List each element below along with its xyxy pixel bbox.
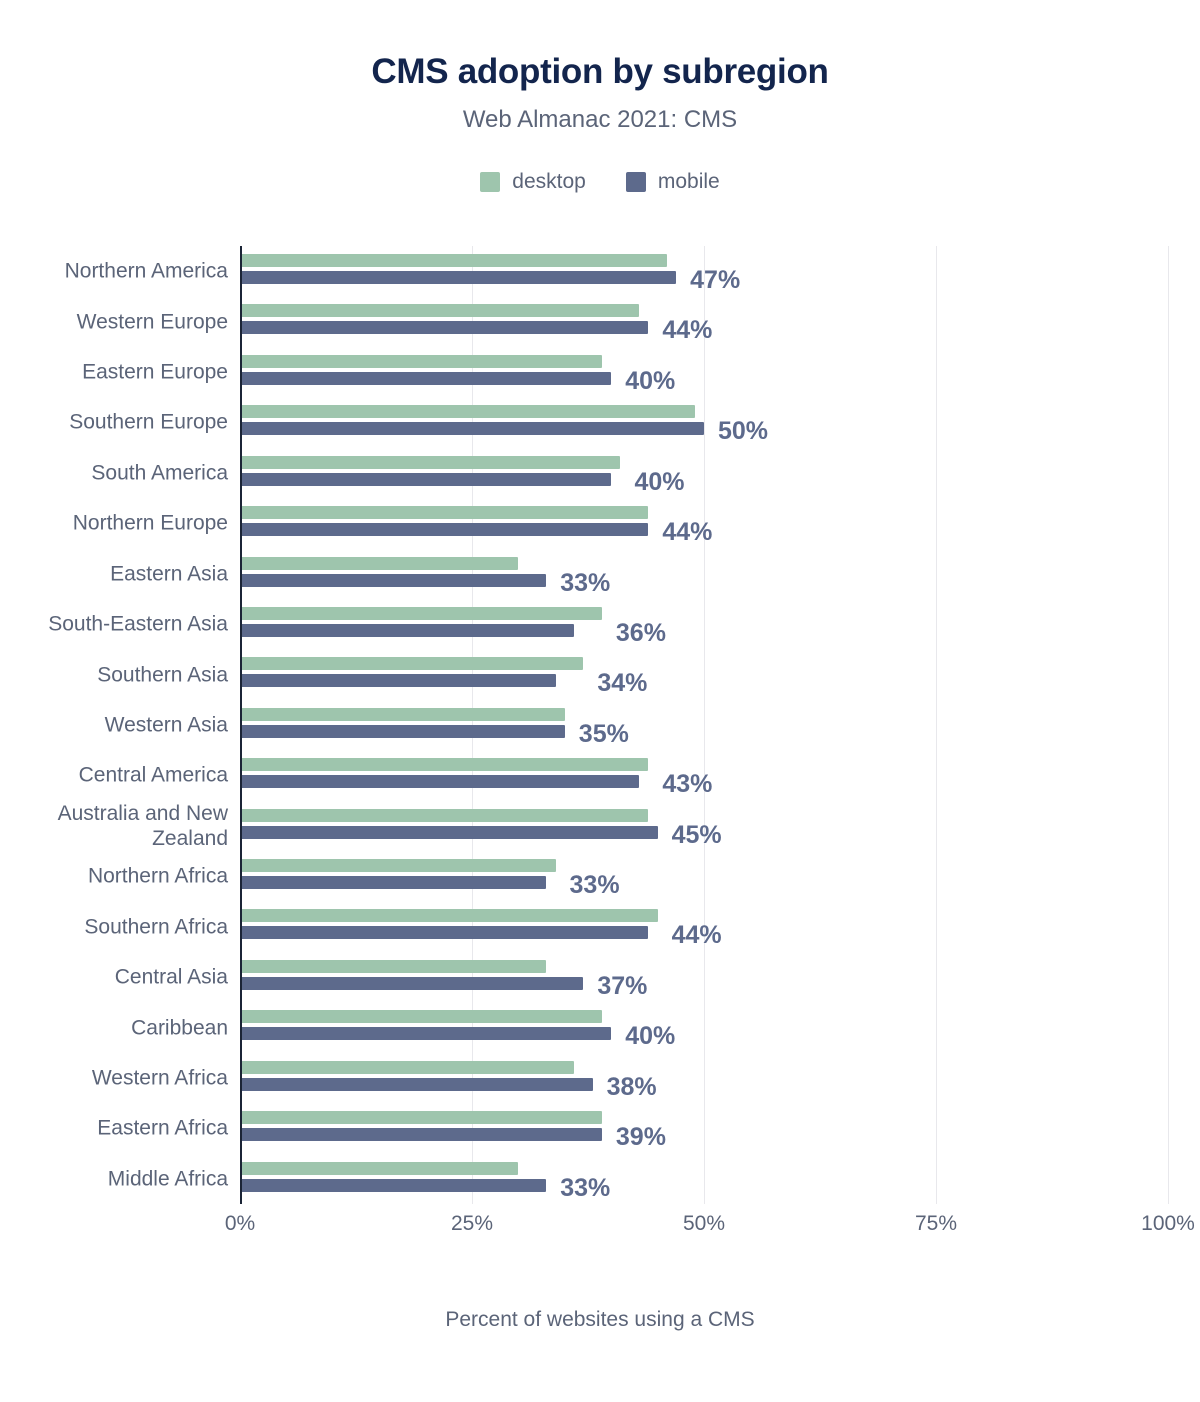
y-axis-line — [240, 246, 242, 1204]
bar-mobile[interactable] — [240, 473, 611, 486]
bar-mobile[interactable] — [240, 725, 565, 738]
bar-row — [97, 1103, 1168, 1153]
bar-row — [64, 246, 1168, 296]
bar-row — [104, 700, 1168, 750]
bar-value-label: 34% — [597, 669, 648, 698]
x-tick-label: 75% — [914, 1212, 958, 1235]
bar-row — [84, 901, 1168, 951]
category-label: Eastern Asia — [110, 562, 228, 586]
category-label: Central Asia — [114, 965, 228, 989]
bar-mobile[interactable] — [240, 1128, 602, 1141]
bar-value-label: 44% — [662, 518, 713, 547]
bar-value-label: 33% — [569, 871, 620, 900]
bar-mobile[interactable] — [240, 1027, 611, 1040]
bar-value-label: 40% — [625, 366, 676, 395]
category-label: Western Africa — [91, 1066, 228, 1090]
bar-desktop[interactable] — [240, 506, 648, 519]
bar-desktop[interactable] — [240, 557, 518, 570]
bar-desktop[interactable] — [240, 355, 602, 368]
bar-desktop[interactable] — [240, 254, 667, 267]
bar-desktop[interactable] — [240, 405, 695, 418]
x-axis-label: Percent of websites using a CMS — [445, 1308, 755, 1331]
bar-mobile[interactable] — [240, 372, 611, 385]
bar-row — [110, 549, 1168, 599]
x-tick-label: 25% — [450, 1212, 494, 1235]
category-label: Western Europe — [76, 310, 228, 334]
bar-mobile[interactable] — [240, 624, 574, 637]
bar-mobile[interactable] — [240, 523, 648, 536]
bar-value-label: 39% — [615, 1123, 666, 1152]
bar-value-label: 40% — [625, 1022, 676, 1051]
bar-value-label: 43% — [662, 770, 713, 799]
category-label: Australia and New Zealand — [57, 801, 228, 850]
legend-swatch-desktop — [480, 172, 500, 192]
bar-rows — [48, 246, 1168, 1204]
bar-row — [48, 599, 1168, 649]
chart-subtitle: Web Almanac 2021: CMS — [462, 106, 738, 133]
category-label: Northern America — [64, 259, 228, 283]
bar-value-label: 33% — [560, 1173, 611, 1202]
bar-value-label: 44% — [662, 316, 713, 345]
bar-row — [72, 498, 1168, 548]
chart-legend — [0, 170, 1200, 194]
bar-desktop[interactable] — [240, 1010, 602, 1023]
bar-mobile[interactable] — [240, 422, 704, 435]
category-label: South America — [91, 461, 228, 485]
category-label: Western Asia — [104, 713, 228, 737]
bar-value-label: 38% — [606, 1072, 657, 1101]
bar-row — [76, 296, 1168, 346]
legend-item-desktop[interactable] — [480, 170, 586, 194]
bar-value-label: 45% — [671, 820, 722, 849]
category-label: Eastern Europe — [82, 360, 228, 384]
bar-desktop[interactable] — [240, 1111, 602, 1124]
bar-row — [107, 1154, 1168, 1204]
gridline — [1168, 246, 1169, 1204]
bar-desktop[interactable] — [240, 657, 583, 670]
bar-desktop[interactable] — [240, 960, 546, 973]
bar-desktop[interactable] — [240, 607, 602, 620]
bar-mobile[interactable] — [240, 926, 648, 939]
bar-row — [57, 801, 1168, 851]
bar-value-label: 44% — [671, 921, 722, 950]
bar-row — [91, 1053, 1168, 1103]
bar-row — [114, 952, 1168, 1002]
bar-desktop[interactable] — [240, 1162, 518, 1175]
category-label: Southern Asia — [97, 663, 228, 687]
category-label: Eastern Africa — [97, 1116, 228, 1140]
bar-mobile[interactable] — [240, 775, 639, 788]
category-label: Southern Europe — [69, 410, 228, 434]
bar-mobile[interactable] — [240, 826, 658, 839]
bar-mobile[interactable] — [240, 1078, 593, 1091]
plot-area — [0, 246, 1200, 1235]
plot-inner — [48, 246, 1168, 1204]
category-label: Caribbean — [131, 1016, 228, 1040]
x-tick-label: 100% — [1141, 1212, 1195, 1235]
category-label: Middle Africa — [107, 1167, 228, 1191]
chart-title: CMS adoption by subregion — [371, 52, 829, 91]
bar-mobile[interactable] — [240, 321, 648, 334]
bar-mobile[interactable] — [240, 271, 676, 284]
bar-row — [78, 750, 1168, 800]
legend-swatch-mobile — [626, 172, 646, 192]
bar-desktop[interactable] — [240, 304, 639, 317]
category-label: Northern Africa — [87, 864, 228, 888]
bar-mobile[interactable] — [240, 977, 583, 990]
bar-desktop[interactable] — [240, 708, 565, 721]
bar-mobile[interactable] — [240, 674, 556, 687]
legend-item-mobile[interactable] — [626, 170, 720, 194]
bar-desktop[interactable] — [240, 1061, 574, 1074]
bar-value-label: 37% — [597, 971, 648, 1000]
bar-row — [69, 397, 1168, 447]
category-label: Northern Europe — [72, 511, 228, 535]
legend-label-mobile: mobile — [657, 170, 720, 193]
bar-row — [82, 347, 1168, 397]
category-label: Southern Africa — [84, 915, 228, 939]
bar-value-label: 40% — [634, 467, 685, 496]
x-tick-label: 50% — [682, 1212, 726, 1235]
legend-label-desktop: desktop — [512, 170, 586, 193]
bar-desktop[interactable] — [240, 456, 620, 469]
bar-row — [91, 448, 1168, 498]
bar-row — [87, 851, 1168, 901]
bar-mobile[interactable] — [240, 876, 546, 889]
bar-desktop[interactable] — [240, 758, 648, 771]
bar-mobile[interactable] — [240, 574, 546, 587]
bar-value-label: 47% — [690, 266, 741, 294]
x-axis-ticks — [224, 1212, 1195, 1252]
category-label: South-Eastern Asia — [48, 612, 228, 636]
category-label: Central America — [78, 763, 228, 787]
bar-value-label: 50% — [718, 417, 769, 446]
bar-row — [131, 1002, 1168, 1052]
x-tick-label: 0% — [224, 1212, 256, 1235]
bar-row — [97, 649, 1168, 699]
bar-desktop[interactable] — [240, 859, 556, 872]
bar-value-label: 36% — [615, 618, 666, 647]
bar-desktop[interactable] — [240, 809, 648, 822]
bar-desktop[interactable] — [240, 909, 658, 922]
bar-mobile[interactable] — [240, 1179, 546, 1192]
bar-value-label: 33% — [560, 568, 611, 597]
bar-value-label: 35% — [578, 719, 629, 748]
